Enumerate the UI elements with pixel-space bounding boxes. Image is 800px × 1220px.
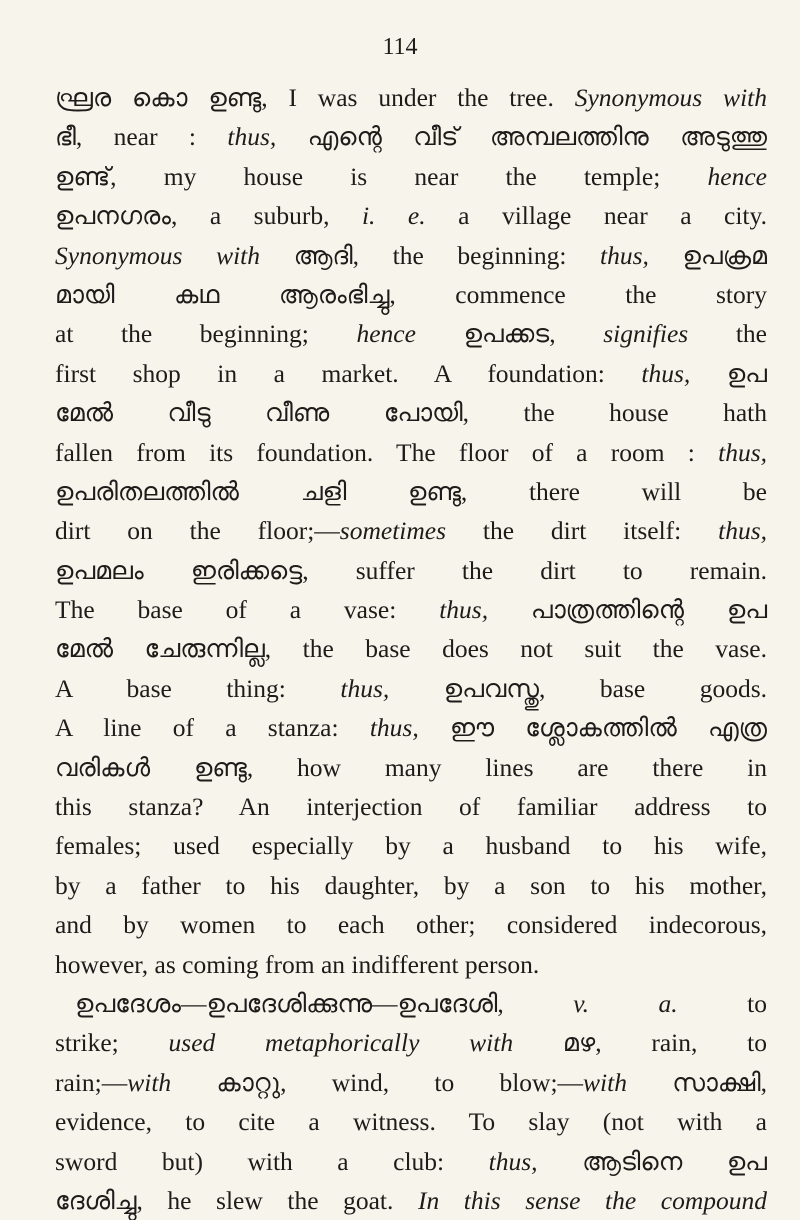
text-line: this stanza? An interjection of familiar address to — [55, 792, 767, 822]
text-line: ഘ്രര കെ‍ാ ഉണ്ടു, I was under the tree. Synonymous with — [55, 83, 767, 112]
text-line: ഉപനഗരം, a suburb, i. e. a village near a city. — [55, 201, 767, 231]
page-number: 114 — [382, 34, 418, 60]
text-line: ദേശിച്ചു, he slew the goat. In this sense the compound — [55, 1185, 767, 1215]
body-text — [55, 78, 767, 1220]
text-line: A line of a stanza: thus, ഈ ശ്ലോകത്തിൽ എത്ര — [55, 713, 767, 743]
text-line: ഉപദേശം—ഉപദേശിക്കുന്നു—ഉപദേശി, v. a. to — [75, 988, 767, 1018]
text-line: however, as coming from an indifferent person. — [55, 949, 540, 979]
text-line: വരികൾ ഉണ്ടു, how many lines are there in — [55, 752, 767, 782]
text-line: sword but) with a club: thus, ആടിനെ ഉപ — [55, 1146, 767, 1176]
text-line: A base thing: thus, ഉപവസ്തു, base goods. — [55, 673, 767, 703]
text-line: fallen from its foundation. The floor of a room : thus, — [55, 437, 767, 467]
text-line: strike; used metaphorically with മഴ, rain, to — [55, 1028, 767, 1058]
text-line: dirt on the floor;—sometimes the dirt itself: thus, — [55, 516, 767, 546]
text-line: at the beginning; hence ഉപക്കട, signifies the — [55, 319, 767, 349]
text-line: Synonymous with ആദി, the beginning: thus, ഉപക്രമ — [55, 240, 768, 270]
text-line: ഉപമലം ഇരിക്കട്ടെ, suffer the dirt to remain. — [55, 555, 767, 585]
text-line: females; used especially by a husband to his wife, — [55, 831, 767, 861]
text-line: rain;—with കാറ്റു, wind, to blow;—with സാക്ഷി, — [55, 1067, 767, 1097]
text-line: evidence, to cite a witness. To slay (not with a — [55, 1107, 767, 1137]
text-line: first shop in a market. A foundation: thus, ഉപ — [55, 358, 767, 388]
text-line: ഉപരിതലത്തിൽ ചളി ഉണ്ടു, there will be — [55, 476, 767, 506]
text-line: and by women to each other; considered indecorous, — [55, 910, 767, 940]
text-line: മായി കഥ ആരംഭിച്ചു, commence the story — [55, 279, 767, 309]
text-line: മേൽ വീടു വീണു പോയി, the house hath — [55, 398, 767, 428]
text-line: The base of a vase: thus, പാത്രത്തിന്റെ ഉപ — [55, 595, 767, 625]
text-line: by a father to his daughter, by a son to his mother, — [55, 870, 767, 900]
text-line: മേൽ ചേരുന്നില്ല, the base does not suit the vase. — [55, 634, 767, 664]
text-line: ഭീ, near : thus, എന്റെ വീട് അമ്പലത്തിനു അടുത്തു — [55, 122, 767, 152]
text-line: ഉണ്ട്, my house is near the temple; hence — [55, 161, 767, 191]
